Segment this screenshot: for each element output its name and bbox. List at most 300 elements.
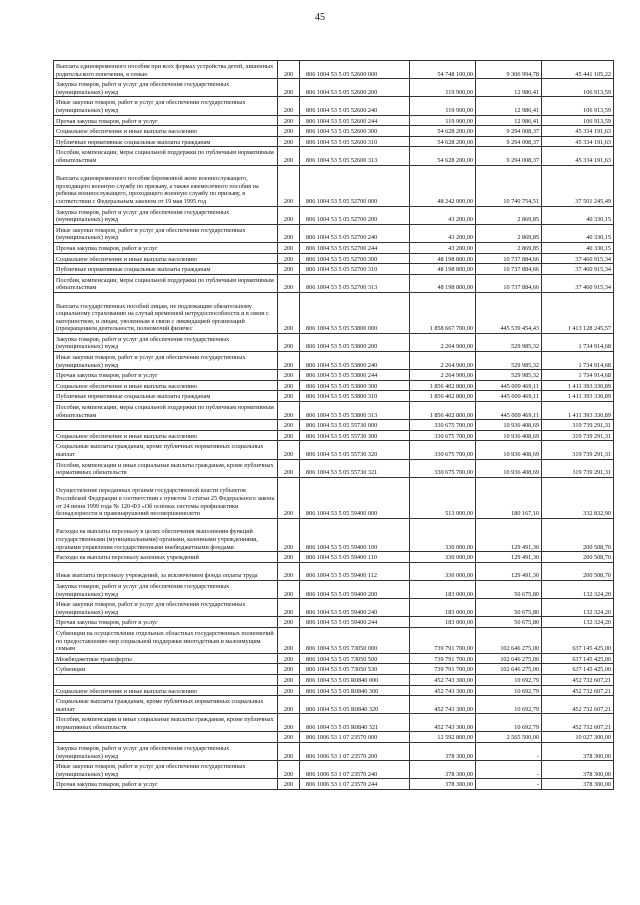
row-admin-code-cell: 200	[278, 599, 300, 617]
row-name-cell: Субвенции на осуществление отдельных областных государственных полномочий по предоставлению мер социальной поддержки многодетным и малоимущим семьям	[54, 627, 278, 653]
row-approved-cell: 378 300,00	[410, 761, 476, 779]
row-executed-cell: 10 692,79	[476, 696, 542, 714]
row-unexecuted-cell: 106 913,59	[542, 115, 614, 126]
table-row	[54, 627, 614, 653]
row-unexecuted-cell: 132 324,20	[542, 599, 614, 617]
table-row	[54, 562, 614, 580]
row-executed-cell: 445 539 454,43	[476, 292, 542, 333]
row-name-cell: Закупка товаров, работ и услуг для обеспечения государственных (муниципальных) нужд	[54, 580, 278, 598]
row-classification-code-cell: 806 1004 53 5 05 73050 500	[300, 653, 410, 664]
row-executed-cell: 9 306 994,78	[476, 61, 542, 79]
row-classification-code-cell: 806 1004 53 5 05 53800 313	[300, 402, 410, 420]
row-admin-code-cell: 200	[278, 61, 300, 79]
row-executed-cell: 50 675,80	[476, 580, 542, 598]
row-classification-code-cell: 806 1004 53 5 05 73050 000	[300, 627, 410, 653]
row-classification-code-cell: 806 1004 53 5 05 59400 000	[300, 477, 410, 518]
row-executed-cell: 10 740 754,51	[476, 165, 542, 206]
row-executed-cell: 12 986,41	[476, 115, 542, 126]
row-name-cell: Социальное обеспечение и иные выплаты населению	[54, 685, 278, 696]
row-approved-cell: 43 200,00	[410, 224, 476, 242]
row-executed-cell: 10 737 884,66	[476, 274, 542, 292]
row-approved-cell: 54 628 200,00	[410, 126, 476, 137]
row-executed-cell: 10 692,79	[476, 714, 542, 732]
row-admin-code-cell: 200	[278, 674, 300, 685]
row-classification-code-cell: 806 1004 53 5 05 R0840 320	[300, 696, 410, 714]
row-executed-cell: 129 491,30	[476, 562, 542, 580]
row-admin-code-cell: 200	[278, 779, 300, 790]
row-classification-code-cell: 806 1004 53 5 05 59400 100	[300, 518, 410, 551]
row-name-cell: Социальное обеспечение и иные выплаты населению	[54, 380, 278, 391]
table-row	[54, 617, 614, 628]
row-executed-cell: 50 675,80	[476, 599, 542, 617]
row-name-cell: Прочая закупка товаров, работ и услуг	[54, 115, 278, 126]
row-unexecuted-cell: 37 460 915,34	[542, 274, 614, 292]
table-row	[54, 147, 614, 165]
row-executed-cell: 102 646 275,00	[476, 653, 542, 664]
row-unexecuted-cell: 319 739 291,31	[542, 441, 614, 459]
row-name-cell: Прочая закупка товаров, работ и услуг	[54, 617, 278, 628]
table-row	[54, 580, 614, 598]
row-approved-cell: 119 900,00	[410, 97, 476, 115]
row-classification-code-cell: 806 1004 53 5 05 55730 300	[300, 430, 410, 441]
table-row	[54, 653, 614, 664]
row-admin-code-cell: 200	[278, 664, 300, 675]
row-approved-cell: 119 900,00	[410, 79, 476, 97]
row-executed-cell: 9 294 008,37	[476, 147, 542, 165]
row-executed-cell: -	[476, 743, 542, 761]
row-classification-code-cell: 806 1004 53 5 05 53800 244	[300, 370, 410, 381]
table-row	[54, 253, 614, 264]
row-name-cell: Закупка товаров, работ и услуг для обеспечения государственных (муниципальных) нужд	[54, 333, 278, 351]
row-executed-cell: 445 009 469,11	[476, 402, 542, 420]
page-number: 45	[315, 12, 325, 23]
table-row	[54, 402, 614, 420]
table-row	[54, 292, 614, 333]
row-unexecuted-cell: 37 460 915,34	[542, 253, 614, 264]
table-row	[54, 391, 614, 402]
row-approved-cell: 2 264 900,00	[410, 352, 476, 370]
row-approved-cell: 54 628 200,00	[410, 147, 476, 165]
table-row	[54, 224, 614, 242]
row-classification-code-cell: 806 1004 53 5 05 52700 300	[300, 253, 410, 264]
row-admin-code-cell: 200	[278, 732, 300, 743]
row-name-cell: Иные закупки товаров, работ и услуг для обеспечения государственных (муниципальных) нужд	[54, 97, 278, 115]
row-unexecuted-cell: 45 441 105,22	[542, 61, 614, 79]
table-row	[54, 664, 614, 675]
row-approved-cell: 48 198 800,00	[410, 264, 476, 275]
row-admin-code-cell: 200	[278, 627, 300, 653]
row-classification-code-cell: 806 1006 53 1 07 23570 244	[300, 779, 410, 790]
row-executed-cell: 2 869,85	[476, 224, 542, 242]
row-classification-code-cell: 806 1004 53 5 05 R0840 000	[300, 674, 410, 685]
table-row	[54, 79, 614, 97]
row-name-cell: Закупка товаров, работ и услуг для обеспечения государственных (муниципальных) нужд	[54, 743, 278, 761]
row-approved-cell: 48 242 000,00	[410, 165, 476, 206]
row-unexecuted-cell: 1 411 393 330,89	[542, 402, 614, 420]
row-admin-code-cell: 200	[278, 352, 300, 370]
table-row	[54, 352, 614, 370]
row-classification-code-cell: 806 1004 53 5 05 52700 000	[300, 165, 410, 206]
row-executed-cell: 9 294 008,37	[476, 126, 542, 137]
row-classification-code-cell: 806 1004 53 5 05 73050 530	[300, 664, 410, 675]
row-name-cell	[54, 732, 278, 743]
row-approved-cell: 739 791 700,00	[410, 653, 476, 664]
row-executed-cell: 2 565 500,00	[476, 732, 542, 743]
row-classification-code-cell: 806 1004 53 5 05 52600 310	[300, 136, 410, 147]
row-approved-cell: 119 900,00	[410, 115, 476, 126]
row-unexecuted-cell: 319 739 291,31	[542, 459, 614, 477]
row-executed-cell: 10 692,79	[476, 674, 542, 685]
row-admin-code-cell: 200	[278, 206, 300, 224]
row-approved-cell: 330 000,00	[410, 552, 476, 563]
row-classification-code-cell: 806 1004 53 5 05 59400 200	[300, 580, 410, 598]
table-row	[54, 743, 614, 761]
row-classification-code-cell: 806 1004 53 5 05 53800 240	[300, 352, 410, 370]
table-row	[54, 779, 614, 790]
table-row	[54, 126, 614, 137]
row-name-cell: Закупка товаров, работ и услуг для обеспечения государственных (муниципальных) нужд	[54, 206, 278, 224]
row-executed-cell: 529 985,32	[476, 333, 542, 351]
row-approved-cell: 54 748 100,00	[410, 61, 476, 79]
row-approved-cell: 378 300,00	[410, 743, 476, 761]
row-classification-code-cell: 806 1004 53 5 05 53800 300	[300, 380, 410, 391]
row-classification-code-cell: 806 1004 53 5 05 52600 300	[300, 126, 410, 137]
row-approved-cell: 452 743 300,00	[410, 674, 476, 685]
row-unexecuted-cell: 1 413 128 245,57	[542, 292, 614, 333]
row-approved-cell: 1 856 402 800,00	[410, 402, 476, 420]
row-classification-code-cell: 806 1004 53 5 05 53800 200	[300, 333, 410, 351]
row-name-cell: Публичные нормативные социальные выплаты гражданам	[54, 136, 278, 147]
row-executed-cell: 102 646 275,00	[476, 627, 542, 653]
row-unexecuted-cell: 106 913,59	[542, 79, 614, 97]
row-name-cell: Иные закупки товаров, работ и услуг для обеспечения государственных (муниципальных) нужд	[54, 761, 278, 779]
row-approved-cell: 48 198 800,00	[410, 274, 476, 292]
row-classification-code-cell: 806 1004 53 5 05 52600 313	[300, 147, 410, 165]
row-unexecuted-cell: 1 734 914,68	[542, 333, 614, 351]
row-executed-cell: 129 491,30	[476, 518, 542, 551]
table-row	[54, 685, 614, 696]
row-name-cell: Пособия, компенсации и иные социальные выплаты гражданам, кроме публичных нормативных обязательств	[54, 714, 278, 732]
row-approved-cell: 330 675 700,00	[410, 459, 476, 477]
row-executed-cell: 180 167,10	[476, 477, 542, 518]
row-name-cell	[54, 674, 278, 685]
row-name-cell: Пособия, компенсации, меры социальной поддержки по публичным нормативным обязательствам	[54, 274, 278, 292]
table-row	[54, 732, 614, 743]
row-approved-cell: 330 675 700,00	[410, 441, 476, 459]
row-approved-cell: 1 856 402 800,00	[410, 380, 476, 391]
row-executed-cell: 102 646 275,00	[476, 664, 542, 675]
row-executed-cell: 2 869,85	[476, 206, 542, 224]
row-name-cell: Субвенции	[54, 664, 278, 675]
row-admin-code-cell: 200	[278, 370, 300, 381]
row-classification-code-cell: 806 1004 53 5 05 53800 000	[300, 292, 410, 333]
row-approved-cell: 330 675 700,00	[410, 430, 476, 441]
table-row	[54, 441, 614, 459]
row-classification-code-cell: 806 1004 53 5 05 52700 200	[300, 206, 410, 224]
row-unexecuted-cell: 200 508,70	[542, 552, 614, 563]
row-classification-code-cell: 806 1004 53 5 05 52700 240	[300, 224, 410, 242]
row-unexecuted-cell: 200 508,70	[542, 562, 614, 580]
row-name-cell: Закупка товаров, работ и услуг для обеспечения государственных (муниципальных) нужд	[54, 79, 278, 97]
row-classification-code-cell: 806 1004 53 5 05 59400 110	[300, 552, 410, 563]
row-unexecuted-cell: 378 300,00	[542, 779, 614, 790]
row-approved-cell: 54 628 200,00	[410, 136, 476, 147]
row-classification-code-cell: 806 1004 53 5 05 59400 112	[300, 562, 410, 580]
row-executed-cell: 445 009 469,11	[476, 380, 542, 391]
row-unexecuted-cell: 132 324,20	[542, 580, 614, 598]
row-unexecuted-cell: 452 732 607,21	[542, 714, 614, 732]
row-classification-code-cell: 806 1004 53 5 05 55730 000	[300, 420, 410, 431]
row-classification-code-cell: 806 1004 53 5 05 52600 200	[300, 79, 410, 97]
table-row	[54, 714, 614, 732]
row-unexecuted-cell: 45 334 191,63	[542, 136, 614, 147]
row-name-cell: Иные закупки товаров, работ и услуг для обеспечения государственных (муниципальных) нужд	[54, 352, 278, 370]
row-classification-code-cell: 806 1004 53 5 05 53800 310	[300, 391, 410, 402]
row-admin-code-cell: 200	[278, 242, 300, 253]
row-classification-code-cell: 806 1004 53 5 05 52700 244	[300, 242, 410, 253]
row-admin-code-cell: 200	[278, 391, 300, 402]
row-name-cell: Расходы на выплаты персоналу в целях обеспечения выполнения функций государственными (муниципальными) органами, казенными учреждениями, органами управления государственными внебюджетными фондами	[54, 518, 278, 551]
row-executed-cell: 2 869,85	[476, 242, 542, 253]
row-unexecuted-cell: 1 411 393 330,89	[542, 380, 614, 391]
row-name-cell: Выплата государственных пособий лицам, не подлежащим обязательному социальному страхованию на случай временной нетрудоспособности и в связи с материнством, и лицам, уволенным в связи с ликвидацией организаций (прекращением деятельности, полномочий физичес	[54, 292, 278, 333]
row-admin-code-cell: 200	[278, 147, 300, 165]
table-row	[54, 420, 614, 431]
table-row	[54, 518, 614, 551]
row-name-cell: Социальное обеспечение и иные выплаты населению	[54, 253, 278, 264]
row-name-cell: Прочая закупка товаров, работ и услуг	[54, 242, 278, 253]
row-name-cell: Социальные выплаты гражданам, кроме публичных нормативных социальных выплат	[54, 696, 278, 714]
row-name-cell: Пособия, компенсации и иные социальные выплаты гражданам, кроме публичных нормативных обязательств	[54, 459, 278, 477]
row-unexecuted-cell: 1 734 914,68	[542, 370, 614, 381]
table-row	[54, 552, 614, 563]
table-row	[54, 599, 614, 617]
row-approved-cell: 739 791 700,00	[410, 627, 476, 653]
table-row	[54, 333, 614, 351]
row-unexecuted-cell: 637 145 425,00	[542, 627, 614, 653]
table-row	[54, 761, 614, 779]
row-executed-cell: 10 692,79	[476, 685, 542, 696]
row-admin-code-cell: 200	[278, 441, 300, 459]
row-approved-cell: 452 743 300,00	[410, 696, 476, 714]
table-row	[54, 430, 614, 441]
row-admin-code-cell: 200	[278, 696, 300, 714]
row-admin-code-cell: 200	[278, 685, 300, 696]
table-row	[54, 242, 614, 253]
row-unexecuted-cell: 37 501 245,49	[542, 165, 614, 206]
row-classification-code-cell: 806 1004 53 5 05 59400 244	[300, 617, 410, 628]
row-approved-cell: 452 743 300,00	[410, 685, 476, 696]
row-unexecuted-cell: 319 739 291,31	[542, 430, 614, 441]
table-row	[54, 165, 614, 206]
row-admin-code-cell: 200	[278, 292, 300, 333]
row-unexecuted-cell: 637 145 425,00	[542, 653, 614, 664]
row-name-cell: Публичные нормативные социальные выплаты гражданам	[54, 264, 278, 275]
row-admin-code-cell: 200	[278, 126, 300, 137]
row-unexecuted-cell: 106 913,59	[542, 97, 614, 115]
table-body	[54, 61, 614, 790]
row-classification-code-cell: 806 1006 53 1 07 23570 000	[300, 732, 410, 743]
table-row	[54, 206, 614, 224]
table-row	[54, 696, 614, 714]
row-unexecuted-cell: 40 330,15	[542, 242, 614, 253]
row-unexecuted-cell: 40 330,15	[542, 224, 614, 242]
row-admin-code-cell: 200	[278, 518, 300, 551]
row-name-cell: Социальные выплаты гражданам, кроме публичных нормативных социальных выплат	[54, 441, 278, 459]
row-executed-cell: 10 936 408,69	[476, 430, 542, 441]
row-approved-cell: 12 592 800,00	[410, 732, 476, 743]
row-executed-cell: 10 737 884,66	[476, 253, 542, 264]
row-classification-code-cell: 806 1004 53 5 05 55730 320	[300, 441, 410, 459]
row-unexecuted-cell: 40 330,15	[542, 206, 614, 224]
row-executed-cell: 10 936 408,69	[476, 420, 542, 431]
row-admin-code-cell: 200	[278, 459, 300, 477]
row-unexecuted-cell: 200 508,70	[542, 518, 614, 551]
row-name-cell: Расходы на выплаты персоналу казенных учреждений	[54, 552, 278, 563]
row-approved-cell: 183 000,00	[410, 580, 476, 598]
row-admin-code-cell: 200	[278, 333, 300, 351]
row-unexecuted-cell: 378 300,00	[542, 743, 614, 761]
row-name-cell: Пособия, компенсации, меры социальной поддержки по публичным нормативным обязательствам	[54, 147, 278, 165]
row-unexecuted-cell: 1 734 914,68	[542, 352, 614, 370]
row-name-cell: Публичные нормативные социальные выплаты гражданам	[54, 391, 278, 402]
row-classification-code-cell: 806 1004 53 5 05 55730 321	[300, 459, 410, 477]
row-admin-code-cell: 200	[278, 617, 300, 628]
row-admin-code-cell: 200	[278, 274, 300, 292]
row-admin-code-cell: 200	[278, 420, 300, 431]
row-approved-cell: 513 000,00	[410, 477, 476, 518]
row-classification-code-cell: 806 1004 53 5 05 52600 000	[300, 61, 410, 79]
table-row	[54, 459, 614, 477]
row-approved-cell: 330 675 700,00	[410, 420, 476, 431]
row-approved-cell: 1 856 402 800,00	[410, 391, 476, 402]
table-row	[54, 370, 614, 381]
row-unexecuted-cell: 1 411 393 330,89	[542, 391, 614, 402]
row-name-cell: Осуществление переданных органам государственной власти субъектов Российской Федерации в соответствии с пунктом 3 статьи 25 Федерального закона от 24 июня 1999 года № 120-ФЗ «Об основах системы профилактики безнадзорности и правонарушений несовершеннолетн	[54, 477, 278, 518]
row-executed-cell: 9 294 008,37	[476, 136, 542, 147]
row-admin-code-cell: 200	[278, 653, 300, 664]
row-name-cell: Социальное обеспечение и иные выплаты населению	[54, 430, 278, 441]
row-classification-code-cell: 806 1004 53 5 05 R0840 300	[300, 685, 410, 696]
row-unexecuted-cell: 452 732 607,21	[542, 685, 614, 696]
row-name-cell: Прочая закупка товаров, работ и услуг	[54, 370, 278, 381]
row-executed-cell: 50 675,80	[476, 617, 542, 628]
row-approved-cell: 183 000,00	[410, 599, 476, 617]
row-unexecuted-cell: 37 460 915,34	[542, 264, 614, 275]
row-admin-code-cell: 200	[278, 136, 300, 147]
row-admin-code-cell: 200	[278, 714, 300, 732]
row-classification-code-cell: 806 1006 53 1 07 23570 240	[300, 761, 410, 779]
row-executed-cell: 445 009 469,11	[476, 391, 542, 402]
table-row	[54, 115, 614, 126]
row-executed-cell: 10 737 884,66	[476, 264, 542, 275]
row-approved-cell: 739 791 700,00	[410, 664, 476, 675]
row-unexecuted-cell: 378 300,00	[542, 761, 614, 779]
row-approved-cell: 48 198 800,00	[410, 253, 476, 264]
row-unexecuted-cell: 637 145 425,00	[542, 664, 614, 675]
row-admin-code-cell: 200	[278, 264, 300, 275]
row-name-cell: Пособия, компенсации, меры социальной поддержки по публичным нормативным обязательствам	[54, 402, 278, 420]
row-name-cell	[54, 420, 278, 431]
row-approved-cell: 330 000,00	[410, 518, 476, 551]
row-approved-cell: 43 200,00	[410, 206, 476, 224]
row-executed-cell: 12 986,41	[476, 97, 542, 115]
row-admin-code-cell: 200	[278, 224, 300, 242]
row-unexecuted-cell: 10 027 300,00	[542, 732, 614, 743]
table-row	[54, 477, 614, 518]
row-admin-code-cell: 200	[278, 79, 300, 97]
row-name-cell: Иные выплаты персоналу учреждений, за исключением фонда оплаты труда	[54, 562, 278, 580]
row-classification-code-cell: 806 1004 53 5 05 59400 240	[300, 599, 410, 617]
row-admin-code-cell: 200	[278, 402, 300, 420]
table-row	[54, 97, 614, 115]
row-admin-code-cell: 200	[278, 165, 300, 206]
row-classification-code-cell: 806 1004 53 5 05 52700 313	[300, 274, 410, 292]
row-name-cell: Прочая закупка товаров, работ и услуг	[54, 779, 278, 790]
row-admin-code-cell: 200	[278, 580, 300, 598]
budget-execution-table	[53, 60, 614, 790]
row-admin-code-cell: 200	[278, 743, 300, 761]
row-classification-code-cell: 806 1004 53 5 05 R0840 321	[300, 714, 410, 732]
row-approved-cell: 1 858 667 700,00	[410, 292, 476, 333]
table-row	[54, 674, 614, 685]
row-classification-code-cell: 806 1004 53 5 05 52700 310	[300, 264, 410, 275]
row-name-cell: Иные закупки товаров, работ и услуг для обеспечения государственных (муниципальных) нужд	[54, 224, 278, 242]
row-executed-cell: 529 985,32	[476, 352, 542, 370]
row-approved-cell: 330 000,00	[410, 562, 476, 580]
row-name-cell: Выплата единовременного пособия беременной жене военнослужащего, проходящего военную службу по призыву, а также ежемесячного пособия на ребенка военнослужащего, проходящего военную службу по призыву, в соответствии с Федеральным законом от 19 мая 1995 год	[54, 165, 278, 206]
row-classification-code-cell: 806 1004 53 5 05 52600 240	[300, 97, 410, 115]
row-executed-cell: -	[476, 761, 542, 779]
row-admin-code-cell: 200	[278, 380, 300, 391]
table-row	[54, 61, 614, 79]
row-approved-cell: 2 264 900,00	[410, 333, 476, 351]
row-unexecuted-cell: 132 324,20	[542, 617, 614, 628]
row-admin-code-cell: 200	[278, 97, 300, 115]
row-unexecuted-cell: 45 334 191,63	[542, 147, 614, 165]
row-name-cell: Иные закупки товаров, работ и услуг для обеспечения государственных (муниципальных) нужд	[54, 599, 278, 617]
row-executed-cell: 10 936 408,69	[476, 459, 542, 477]
row-classification-code-cell: 806 1006 53 1 07 23570 200	[300, 743, 410, 761]
row-classification-code-cell: 806 1004 53 5 05 52600 244	[300, 115, 410, 126]
row-unexecuted-cell: 452 732 607,21	[542, 696, 614, 714]
row-executed-cell: 10 936 408,69	[476, 441, 542, 459]
row-admin-code-cell: 200	[278, 115, 300, 126]
row-admin-code-cell: 200	[278, 562, 300, 580]
row-unexecuted-cell: 45 334 191,63	[542, 126, 614, 137]
table-row	[54, 274, 614, 292]
row-admin-code-cell: 200	[278, 253, 300, 264]
row-admin-code-cell: 200	[278, 477, 300, 518]
row-name-cell: Социальное обеспечение и иные выплаты населению	[54, 126, 278, 137]
row-executed-cell: 529 985,32	[476, 370, 542, 381]
row-approved-cell: 452 743 300,00	[410, 714, 476, 732]
row-executed-cell: 129 491,30	[476, 552, 542, 563]
row-unexecuted-cell: 452 732 607,21	[542, 674, 614, 685]
row-executed-cell: 12 986,41	[476, 79, 542, 97]
row-approved-cell: 378 300,00	[410, 779, 476, 790]
row-admin-code-cell: 200	[278, 761, 300, 779]
row-approved-cell: 183 000,00	[410, 617, 476, 628]
table-row	[54, 380, 614, 391]
table-row	[54, 136, 614, 147]
row-admin-code-cell: 200	[278, 430, 300, 441]
row-name-cell: Выплата единовременного пособия при всех формах устройства детей, лишенных родительского попечения, в семью	[54, 61, 278, 79]
row-executed-cell: -	[476, 779, 542, 790]
row-name-cell: Межбюджетные трансферты	[54, 653, 278, 664]
row-approved-cell: 2 264 900,00	[410, 370, 476, 381]
table-row	[54, 264, 614, 275]
